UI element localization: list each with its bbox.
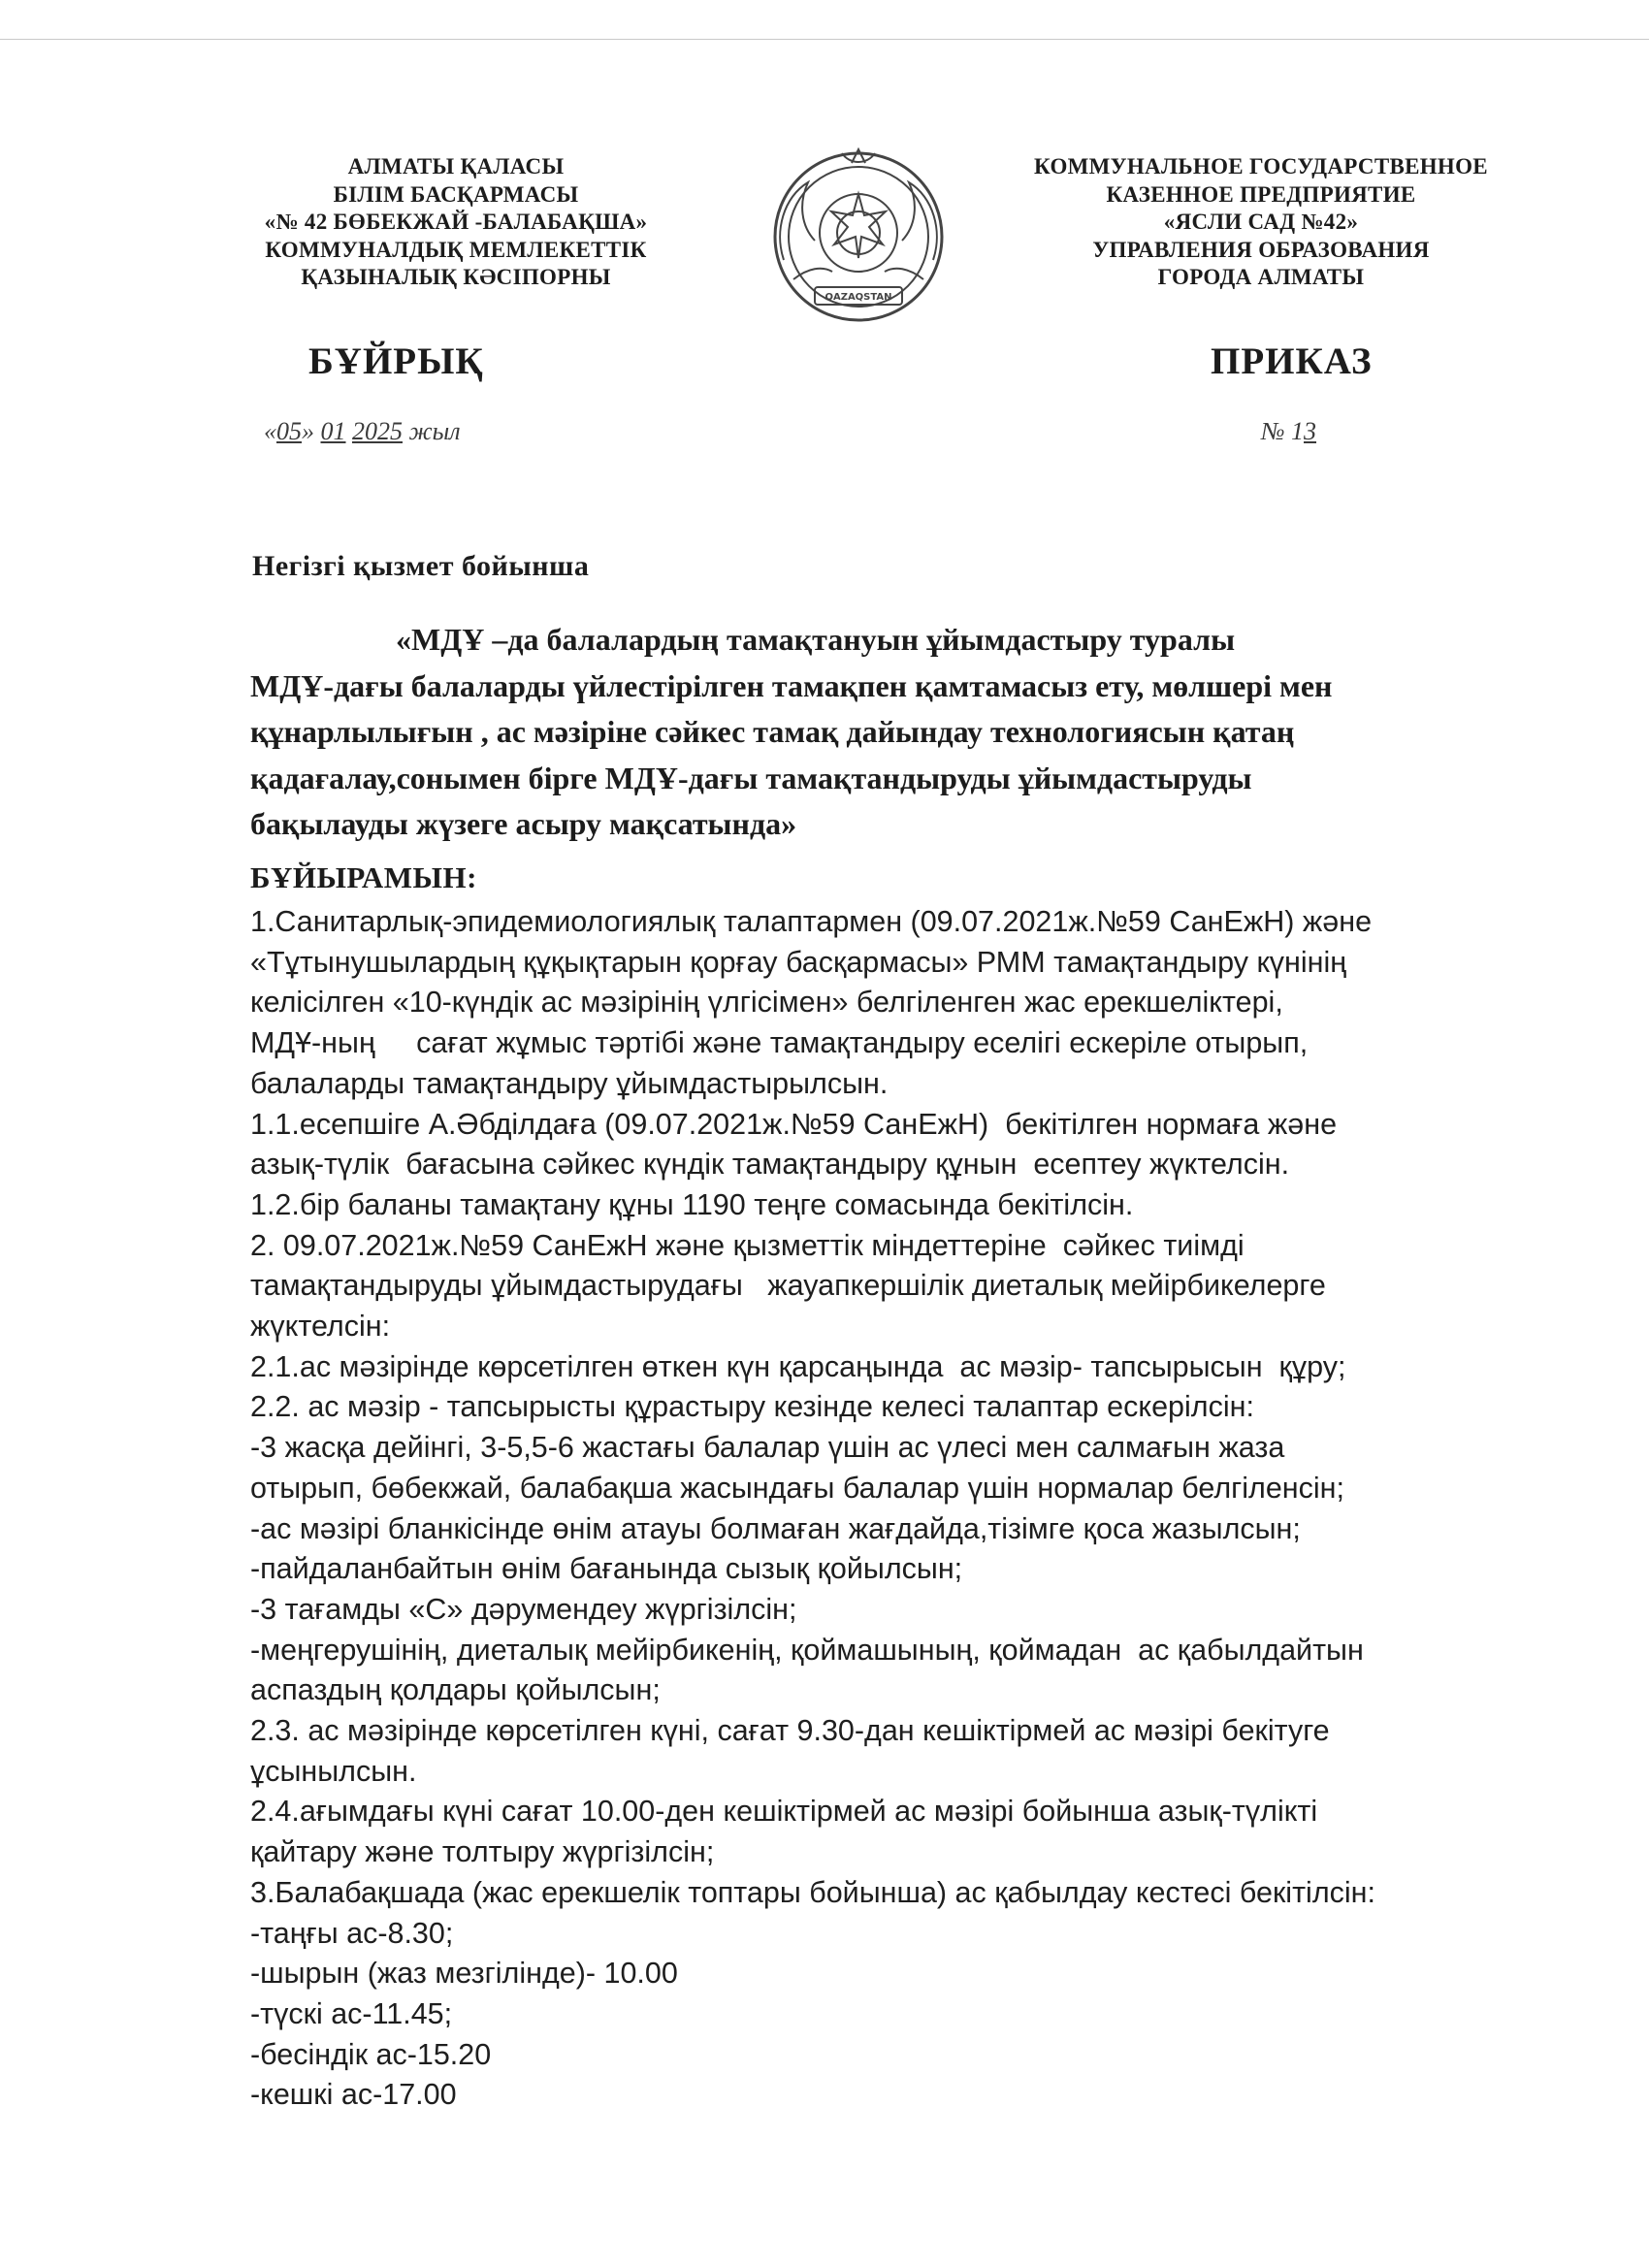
body-line: ұсынылсын. <box>250 1754 417 1788</box>
body-line: -пайдаланбайтын өнім бағанында сызық қойылсын; <box>250 1552 963 1586</box>
order-body <box>250 902 1628 2116</box>
body-line: -түскі ас-11.45; <box>250 1996 453 2030</box>
body-line: 2.4.ағымдағы күні сағат 10.00-ден кешіктірмей ас мәзірі бойынша азық-түлікті <box>250 1795 1318 1829</box>
page-top-rule <box>0 39 1649 40</box>
date-day: 05 <box>276 417 302 445</box>
order-title-ru: ПРИКАЗ <box>1211 340 1373 382</box>
letterhead-ru-line: ГОРОДА АЛМАТЫ <box>1157 265 1365 289</box>
subject-line: қадағалау,сонымен бірге МДҰ-дағы тамақтандыруды ұйымдастыруды <box>250 760 1252 795</box>
letterhead-ru-line: «ЯСЛИ САД №42» <box>1163 210 1359 234</box>
body-line: 2. 09.07.2021ж.№59 СанЕжН және қызметтік міндеттеріне сәйкес тиімді <box>250 1228 1245 1262</box>
subject-line: «МДҰ –да балалардың тамақтануын ұйымдастыру туралы <box>396 622 1236 657</box>
body-line: -меңгерушінің, диеталық мейірбикенің, қоймашының, қоймадан ас қабылдайтын <box>250 1633 1364 1667</box>
order-number <box>1261 417 1316 446</box>
body-line: -таңғы ас-8.30; <box>250 1916 454 1950</box>
body-line: 1.1.есепшіге А.Әбділдаға (09.07.2021ж.№59 СанЕжН) бекітілген нормаға және <box>250 1107 1338 1141</box>
order-number-value: 3 <box>1304 417 1317 445</box>
order-number-prefix: № 1 <box>1261 417 1305 445</box>
letterhead-kz <box>223 153 689 292</box>
body-line: тамақтандыруды ұйымдастырудағы жауапкершілік диеталық мейірбикелерге <box>250 1269 1326 1303</box>
body-line: -бесіндік ас-15.20 <box>250 2037 492 2071</box>
body-line: отырып, бөбекжай, балабақша жасындағы балалар үшін нормалар белгіленсін; <box>250 1471 1344 1505</box>
body-line: -3 жасқа дейінгі, 3-5,5-6 жастағы балалар үшін ас үлесі мен салмағын жаза <box>250 1431 1285 1465</box>
date-close-quote: » <box>302 417 314 445</box>
body-line: 1.2.бір баланы тамақтану құны 1190 теңге сомасында бекітілсін. <box>250 1187 1134 1221</box>
order-heading: БҰЙЫРАМЫН: <box>250 860 477 894</box>
body-line: -кешкі ас-17.00 <box>250 2078 457 2112</box>
order-date <box>264 417 461 446</box>
emblem-caption: QAZAQSTAN <box>824 292 892 303</box>
order-basis: Негізгі қызмет бойынша <box>252 550 590 582</box>
letterhead-ru-line: КАЗЕННОЕ ПРЕДПРИЯТИЕ <box>1106 181 1416 207</box>
letterhead-kz-line: ҚАЗЫНАЛЫҚ КӘСІПОРНЫ <box>301 265 611 289</box>
date-suffix: жыл <box>408 417 461 445</box>
body-line: МДҰ-ның сағат жұмыс тәртібі және тамақтандыру еселігі ескеріле отырып, <box>250 1026 1309 1060</box>
body-line: жүктелсін: <box>250 1310 391 1344</box>
body-line: келісілген «10-күндік ас мәзірінің үлгісімен» белгіленген жас ерекшеліктері, <box>250 986 1283 1020</box>
date-open-quote: « <box>264 417 276 445</box>
letterhead-kz-line: АЛМАТЫ ҚАЛАСЫ <box>347 154 565 178</box>
body-line: аспаздың қолдары қойылсын; <box>250 1673 661 1707</box>
body-line: 2.1.ас мәзірінде көрсетілген өткен күн қарсаңында ас мәзір- тапсырысын құру; <box>250 1349 1346 1383</box>
body-line: -шырын (жаз мезгілінде)- 10.00 <box>250 1957 678 1991</box>
body-line: азық-түлік бағасына сәйкес күндік тамақтандыру құнын есептеу жүктелсін. <box>250 1148 1290 1182</box>
date-year: 2025 <box>352 417 403 445</box>
order-subject <box>250 617 1608 848</box>
subject-line: бақылауды жүзеге асыру мақсатында» <box>250 806 797 841</box>
body-line: 1.Санитарлық-эпидемиологиялық талаптармен (09.07.2021ж.№59 СанЕжН) және <box>250 905 1373 938</box>
letterhead-ru-line: КОММУНАЛЬНОЕ ГОСУДАРСТВЕННОЕ <box>1034 154 1488 178</box>
letterhead-ru-line: УПРАВЛЕНИЯ ОБРАЗОВАНИЯ <box>1092 237 1430 262</box>
body-line: 3.Балабақшада (жас ерекшелік топтары бойынша) ас қабылдау кестесі бекітілсін: <box>250 1875 1375 1909</box>
body-line: балаларды тамақтандыру ұйымдастырылсын. <box>250 1066 889 1100</box>
letterhead-kz-line: «№ 42 БӨБЕКЖАЙ -БАЛАБАҚША» <box>264 210 648 234</box>
body-line: 2.3. ас мәзірінде көрсетілген күні, сағат 9.30-дан кешіктірмей ас мәзірі бекітуге <box>250 1714 1330 1748</box>
letterhead-kz-line: КОММУНАЛДЫҚ МЕМЛЕКЕТТІК <box>265 237 647 262</box>
letterhead-kz-line: БІЛІМ БАСҚАРМАСЫ <box>333 181 579 207</box>
body-line: 2.2. ас мәзір - тапсырысты құрастыру кезінде келесі талаптар ескерілсін: <box>250 1390 1254 1424</box>
letterhead <box>0 144 1649 328</box>
body-line: «Тұтынушылардың құқықтарын қорғау басқармасы» РММ тамақтандыру күнінің <box>250 945 1347 979</box>
subject-line: МДҰ-дағы балаларды үйлестірілген тамақпен қамтамасыз ету, мөлшері мен <box>250 667 1333 703</box>
body-line: қайтару және толтыру жүргізілсін; <box>250 1835 715 1869</box>
state-emblem-icon <box>755 144 962 326</box>
date-month: 01 <box>320 417 346 445</box>
subject-line: құнарлылығын , ас мәзіріне сәйкес тамақ дайындау технологиясын қатаң <box>250 714 1295 749</box>
order-title-kz: БҰЙРЫҚ <box>308 340 484 382</box>
body-line: -ас мәзірі бланкісінде өнім атауы болмаған жағдайда,тізімге қоса жазылсын; <box>250 1511 1301 1545</box>
body-line: -3 тағамды «С» дәрумендеу жүргізілсін; <box>250 1592 797 1626</box>
letterhead-ru <box>970 153 1552 292</box>
